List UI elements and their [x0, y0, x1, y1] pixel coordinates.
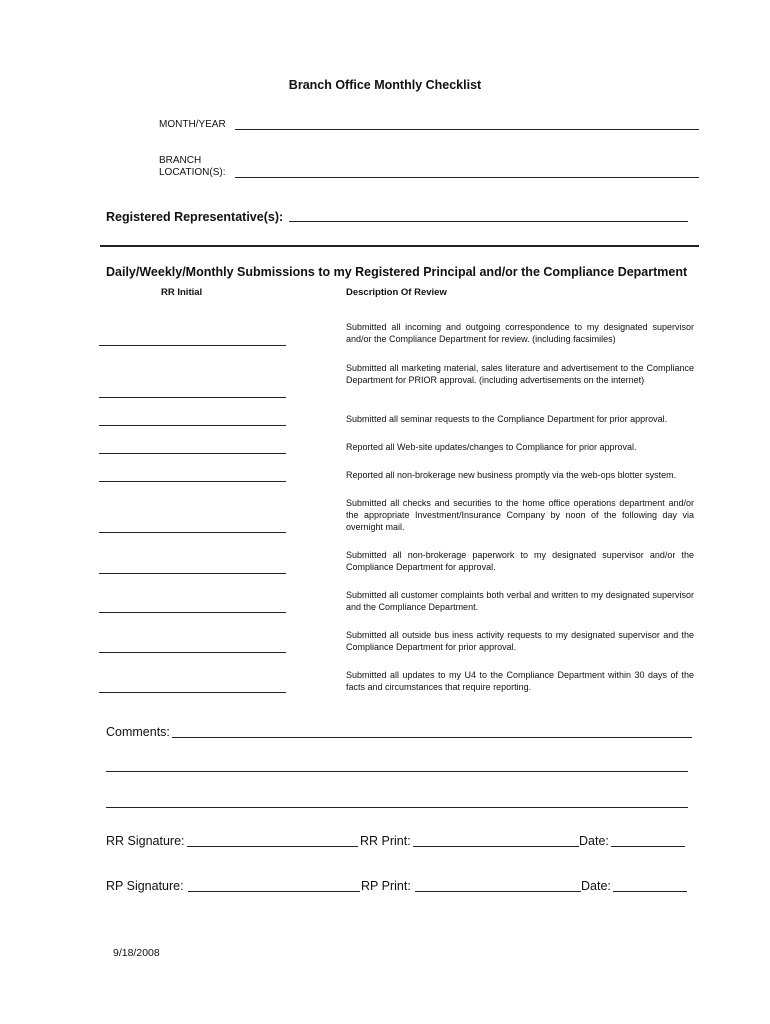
item-description-8: Submitted all customer complaints both verbal and written to my designated supervisor and the Compliance Department. [346, 590, 694, 612]
comments-label: Comments: [106, 725, 170, 739]
month-year-label: MONTH/YEAR [159, 119, 226, 130]
initial-field-10[interactable] [99, 692, 286, 693]
initial-field-4[interactable] [99, 453, 286, 454]
rp-signature-label: RP Signature: [106, 879, 184, 893]
footer-date: 9/18/2008 [113, 947, 160, 959]
branch-label-line2: LOCATION(S): [159, 167, 226, 178]
item-description-1: Submitted all incoming and outgoing correspondence to my designated supervisor and/or the Compliance Department for review. (including facsimiles) [346, 322, 694, 344]
item-description-4: Reported all Web-site updates/changes to Compliance for prior approval. [346, 442, 637, 452]
item-description-6: Submitted all checks and securities to the home office operations department and/or the appropriate Investment/Insurance Company by noon of the following day via overnight mail. [346, 498, 694, 532]
rp-date-field[interactable] [613, 891, 687, 892]
initial-field-8[interactable] [99, 612, 286, 613]
initial-field-6[interactable] [99, 532, 286, 533]
initial-field-1[interactable] [99, 345, 286, 346]
section-divider [100, 245, 699, 247]
comments-field-2[interactable] [106, 771, 688, 772]
section-heading: Daily/Weekly/Monthly Submissions to my Registered Principal and/or the Compliance Department [106, 265, 688, 279]
initial-field-2[interactable] [99, 397, 286, 398]
initial-field-5[interactable] [99, 481, 286, 482]
branch-location-field[interactable] [235, 177, 699, 178]
item-description-7: Submitted all non-brokerage paperwork to my designated supervisor and/or the Compliance Department for approval. [346, 550, 694, 572]
col-description-header: Description Of Review [346, 287, 447, 298]
page-title: Branch Office Monthly Checklist [288, 78, 482, 92]
rr-print-field[interactable] [413, 846, 579, 847]
rr-date-label: Date: [579, 834, 609, 848]
month-year-field[interactable] [235, 129, 699, 130]
rr-date-field[interactable] [611, 846, 685, 847]
rp-signature-field[interactable] [188, 891, 360, 892]
rp-print-field[interactable] [415, 891, 581, 892]
comments-field-3[interactable] [106, 807, 688, 808]
item-description-3: Submitted all seminar requests to the Compliance Department for prior approval. [346, 414, 668, 424]
item-description-10: Submitted all updates to my U4 to the Compliance Department within 30 days of the facts and circumstances that require reporting. [346, 670, 694, 692]
initial-field-9[interactable] [99, 652, 286, 653]
item-description-5: Reported all non-brokerage new business promptly via the web-ops blotter system. [346, 470, 677, 480]
rep-field[interactable] [289, 221, 688, 222]
rr-print-label: RR Print: [360, 834, 411, 848]
rep-label: Registered Representative(s): [106, 210, 284, 224]
item-description-9: Submitted all outside bus iness activity requests to my designated supervisor and the Compliance Department for prior approval. [346, 630, 694, 652]
col-initial-header: RR Initial [161, 287, 203, 298]
rr-signature-field[interactable] [187, 846, 358, 847]
rp-print-label: RP Print: [361, 879, 411, 893]
initial-field-3[interactable] [99, 425, 286, 426]
branch-label-line1: BRANCH [159, 155, 202, 166]
rr-signature-label: RR Signature: [106, 834, 185, 848]
rp-date-label: Date: [581, 879, 611, 893]
comments-field-1[interactable] [172, 737, 692, 738]
item-description-2: Submitted all marketing material, sales literature and advertisement to the Compliance Department for PRIOR approval. (including advertisements on the internet) [346, 363, 694, 385]
initial-field-7[interactable] [99, 573, 286, 574]
